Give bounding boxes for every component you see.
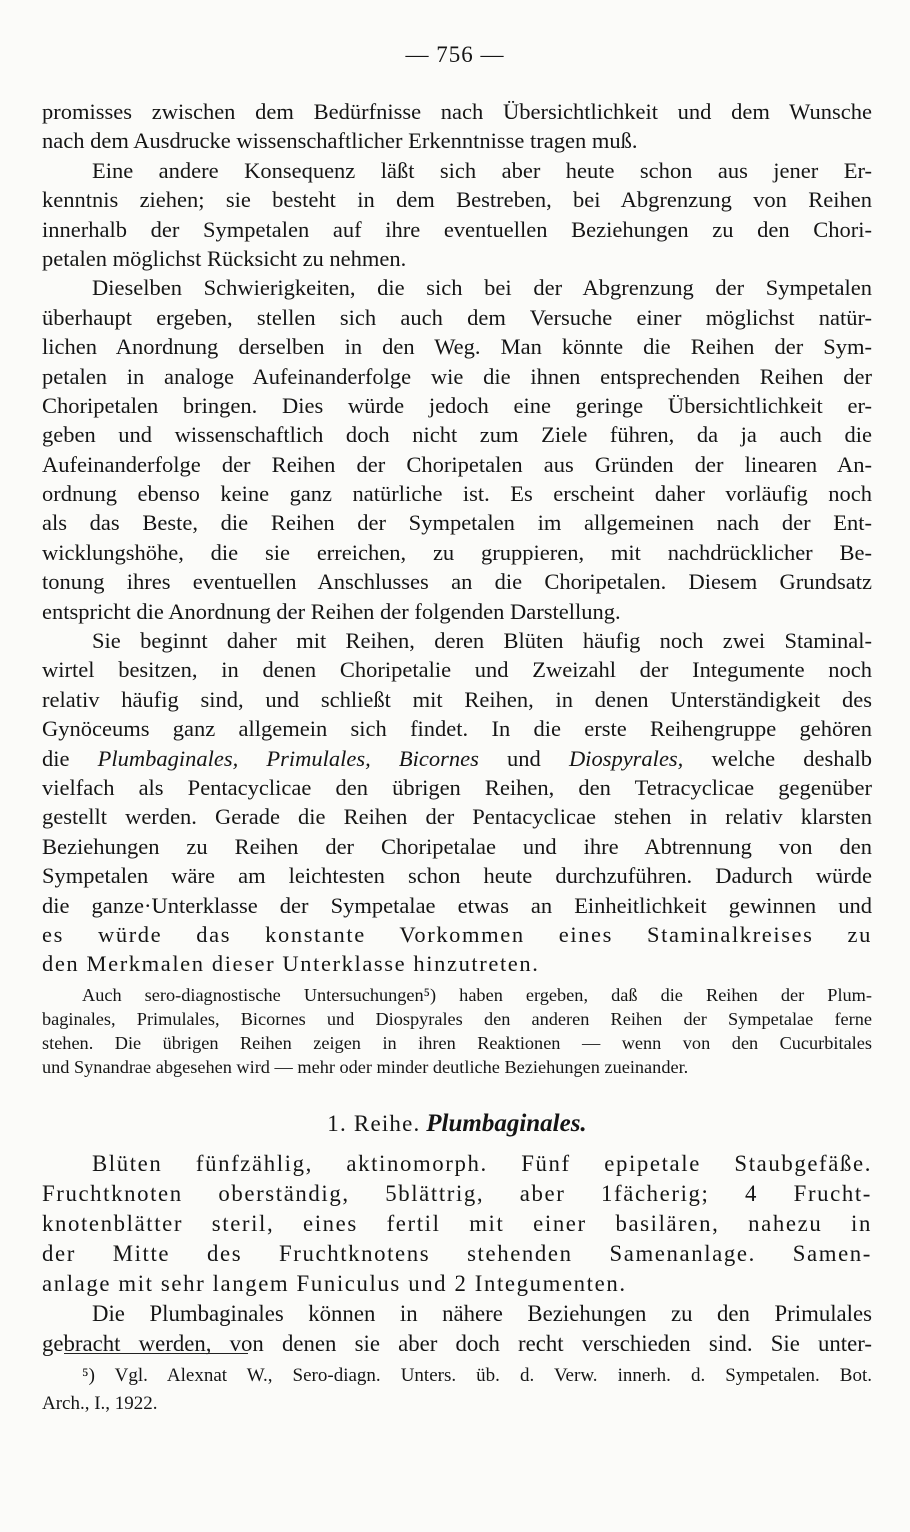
taxon-bicornes: Bicornes bbox=[398, 745, 479, 771]
note-line: baginales, Primulales, Bicornes und Diospyrales den anderen Reihen der Sympetalae ferne bbox=[42, 1008, 872, 1029]
text-line: gestellt werden. Gerade die Reihen der Pentacyclicae stehen in relativ klarsten bbox=[42, 804, 872, 830]
text-line: Dieselben Schwierigkeiten, die sich bei der Abgrenzung der Sympetalen bbox=[92, 275, 872, 301]
text-line: Choripetalen bringen. Dies würde jedoch eine geringe Übersichtlichkeit er- bbox=[42, 392, 872, 418]
text-line: Sie beginnt daher mit Reihen, deren Blüten häufig noch zwei Staminal- bbox=[92, 628, 872, 654]
note-line: stehen. Die übrigen Reihen zeigen in ihren Reaktionen — wenn von den Cucurbitales bbox=[42, 1032, 872, 1053]
text-line: nach dem Ausdrucke wissenschaftlicher Erkenntnisse tragen muß. bbox=[42, 128, 638, 154]
text-line: Aufeinanderfolge der Reihen der Choripetalen aus Gründen der linearen An- bbox=[42, 451, 872, 477]
text-line: den Merkmalen dieser Unterklasse hinzutreten. bbox=[42, 951, 540, 977]
taxa-line bbox=[42, 744, 872, 773]
text-line: vielfach als Pentacyclicae den übrigen Reihen, den Tetracyclicae gegenüber bbox=[42, 774, 872, 800]
taxon-plumbaginales: Plumbaginales, bbox=[97, 745, 239, 771]
word: und bbox=[507, 745, 541, 771]
text-line: promisses zwischen dem Bedürfnisse nach Übersichtlichkeit und dem Wunsche bbox=[42, 99, 872, 124]
text-line: lichen Anordnung derselben in den Weg. Man könnte die Reihen der Sym- bbox=[42, 334, 872, 360]
word: welche deshalb bbox=[711, 745, 873, 771]
text-line: petalen in analoge Aufeinanderfolge wie die ihnen entsprechenden Reihen der bbox=[42, 363, 872, 389]
section-body bbox=[42, 1149, 872, 1359]
footnote-line: Arch., I., 1922. bbox=[42, 1393, 158, 1414]
text-line: wicklungshöhe, die sie erreichen, zu gruppieren, mit nachdrücklicher Be- bbox=[42, 539, 872, 565]
text-line: relativ häufig sind, und schließt mit Reihen, in denen Unterständigkeit des bbox=[42, 686, 872, 712]
text-line: Die Plumbaginales können in nähere Beziehungen zu den Primulales bbox=[92, 1300, 872, 1326]
footnote-divider bbox=[64, 1353, 248, 1354]
section-number: 1. Reihe. bbox=[327, 1110, 421, 1136]
taxon-primulales: Primulales, bbox=[266, 745, 371, 771]
text-line: Blüten fünfzählig, aktinomorph. Fünf epipetale Staubgefäße. bbox=[92, 1150, 872, 1176]
text-line: innerhalb der Sympetalen auf ihre eventuellen Beziehungen zu den Chori- bbox=[42, 216, 872, 242]
page-number: — 756 — bbox=[405, 42, 505, 67]
text-line: tonung ihres eventuellen Anschlusses an die Choripetalen. Diesem Grundsatz bbox=[42, 569, 872, 595]
text-line: kenntnis ziehen; sie besteht in dem Bestreben, bei Abgrenzung von Reihen bbox=[42, 187, 872, 213]
section-heading bbox=[42, 1107, 872, 1141]
note-line: Auch sero-diagnostische Untersuchungen⁵) haben ergeben, daß die Reihen der Plum- bbox=[82, 984, 872, 1005]
text-line: überhaupt ergeben, stellen sich auch dem Versuche einer möglichst natür- bbox=[42, 304, 872, 330]
text-line: Gynöceums ganz allgemein sich findet. In die erste Reihengruppe gehören bbox=[42, 716, 872, 742]
taxon-diospyrales: Diospyrales, bbox=[568, 745, 684, 771]
section-title: Plumbaginales. bbox=[426, 1109, 587, 1137]
text-line: entspricht die Anordnung der Reihen der folgenden Darstellung. bbox=[42, 598, 621, 624]
text-line: Fruchtknoten oberständig, 5blättrig, aber 1fächerig; 4 Frucht- bbox=[42, 1180, 872, 1206]
text-line: anlage mit sehr langem Funiculus und 2 Integumenten. bbox=[42, 1270, 627, 1296]
text-line: wirtel besitzen, in denen Choripetalie und Zweizahl der Integumente noch bbox=[42, 657, 872, 683]
main-text bbox=[42, 97, 872, 1359]
text-line: gebracht werden, von denen sie aber doch recht verschieden sind. Sie unter- bbox=[42, 1330, 872, 1356]
note-paragraph bbox=[42, 983, 872, 1079]
text-line: Sympetalen wäre am leichtesten schon heute durchzuführen. Dadurch würde bbox=[42, 863, 872, 889]
note-line: und Synandrae abgesehen wird — mehr oder minder deutliche Beziehungen zueinander. bbox=[42, 1056, 689, 1077]
text-line: Beziehungen zu Reihen der Choripetalae und ihre Abtrennung von den bbox=[42, 833, 872, 859]
text-line: petalen möglichst Rücksicht zu nehmen. bbox=[42, 245, 407, 271]
text-line: knotenblätter steril, eines fertil mit einer basilären, nahezu in bbox=[42, 1210, 872, 1236]
text-line: Eine andere Konsequenz läßt sich aber heute schon aus jener Er- bbox=[92, 157, 872, 183]
text-line: die ganze·Unterklasse der Sympetalae etwas an Einheitlichkeit gewinnen und bbox=[42, 892, 872, 918]
text-line: der Mitte des Fruchtknotens stehenden Samenanlage. Samen- bbox=[42, 1240, 872, 1266]
text-line: als das Beste, die Reihen der Sympetalen im allgemeinen nach der Ent- bbox=[42, 510, 872, 536]
text-line: geben und wissenschaftlich doch nicht zum Ziele führen, da ja auch die bbox=[42, 422, 872, 448]
text-line: ordnung ebenso keine ganz natürliche ist. Es erscheint daher vorläufig noch bbox=[42, 481, 872, 507]
footnote bbox=[42, 1362, 872, 1418]
text-line: es würde das konstante Vorkommen eines Staminalkreises zu bbox=[42, 921, 872, 947]
word: die bbox=[42, 745, 70, 771]
footnote-line: ⁵) Vgl. Alexnat W., Sero-diagn. Unters. üb. d. Verw. innerh. d. Sympetalen. Bot. bbox=[82, 1365, 872, 1386]
